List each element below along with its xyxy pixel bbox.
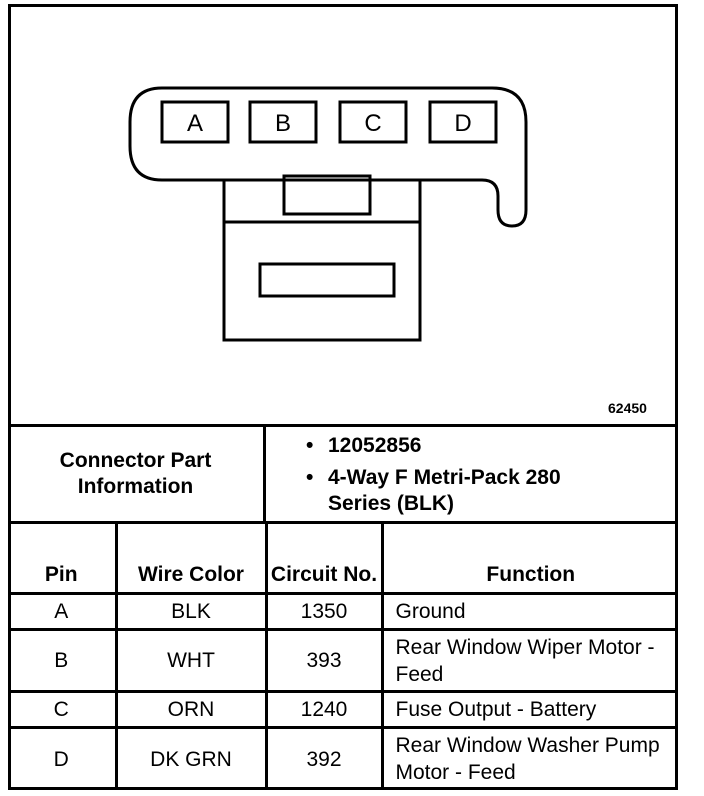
table-row <box>8 630 678 692</box>
pin-cell: D <box>8 728 116 790</box>
wire-color-cell: WHT <box>116 630 266 692</box>
function-cell: Fuse Output - Battery <box>382 692 678 728</box>
part-info-row <box>8 424 678 524</box>
function-cell: Ground <box>382 594 678 630</box>
locking-tab <box>284 176 370 214</box>
table-row <box>8 692 678 728</box>
function-cell: Rear Window Wiper Motor - Feed <box>382 630 678 692</box>
figure-number: 62450 <box>608 400 647 416</box>
part-number: • 12052856 <box>306 433 628 459</box>
header-function: Function <box>382 523 678 594</box>
wire-color-cell: DK GRN <box>116 728 266 790</box>
terminal-slot <box>260 264 394 296</box>
connector-description: • 4-Way F Metri-Pack 280 Series (BLK) <box>306 465 628 517</box>
table-header-row <box>8 523 678 594</box>
pin-cell: A <box>8 594 116 630</box>
table-row <box>8 728 678 790</box>
header-pin: Pin <box>8 523 116 594</box>
table-row <box>8 594 678 630</box>
cavity-c-label: C <box>364 110 382 137</box>
header-wire-color: Wire Color <box>116 523 266 594</box>
circuit-cell: 392 <box>266 728 382 790</box>
header-circuit-no: Circuit No. <box>266 523 382 594</box>
circuit-cell: 1350 <box>266 594 382 630</box>
part-info-list <box>306 433 628 523</box>
wire-color-cell: ORN <box>116 692 266 728</box>
part-info-label: Connector Part Information <box>8 427 266 521</box>
wire-color-cell: BLK <box>116 594 266 630</box>
cavity-d-label: D <box>454 110 472 137</box>
cavity-b-label: B <box>274 110 292 137</box>
circuit-cell: 1240 <box>266 692 382 728</box>
pin-cell: B <box>8 630 116 692</box>
circuit-cell: 393 <box>266 630 382 692</box>
connector-body-outline <box>130 88 526 226</box>
cavity-a-label: A <box>186 110 204 137</box>
pin-cell: C <box>8 692 116 728</box>
function-cell: Rear Window Washer Pump Motor - Feed <box>382 728 678 790</box>
connector-lower-housing <box>224 222 420 340</box>
pinout-table <box>8 521 678 789</box>
